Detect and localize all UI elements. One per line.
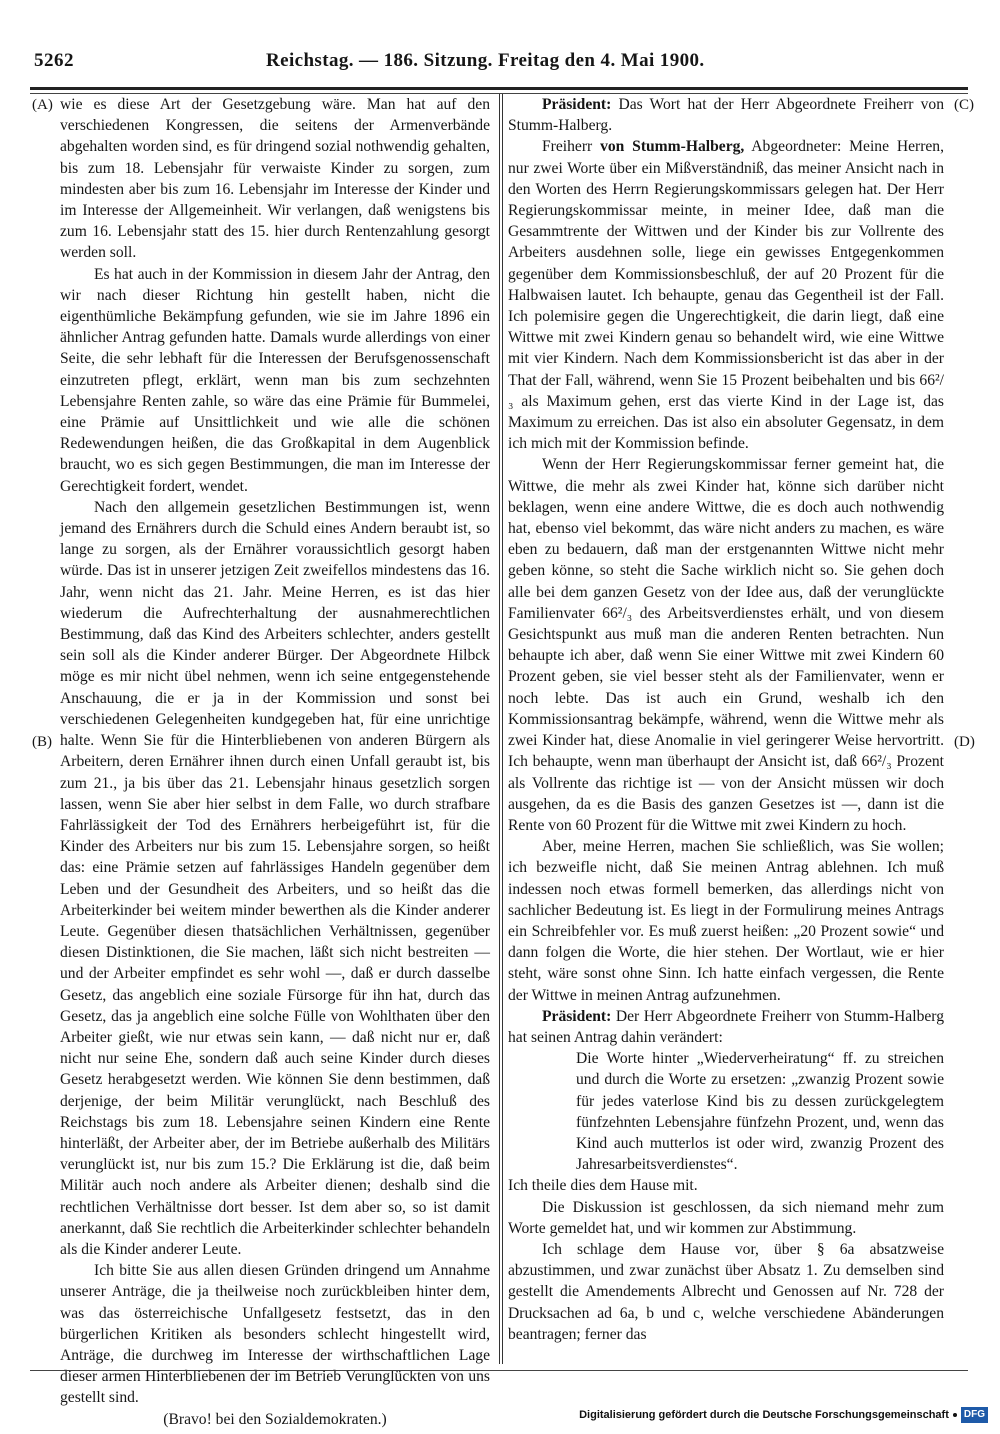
margin-mark-d: (D) <box>954 734 975 750</box>
paragraph: Ich bitte Sie aus allen diesen Gründen dringend um Annahme unserer Anträge, die ja theilweise noch zurückbleiben hinter dem, was das österreichische Unfallgesetz festsetzt, das in den bürgerlichen Kritiken als besonders schlecht hingestellt wird, Anträge, die durchweg im Interesse der wirthschaftlichen Lage dieser armen Hinterbliebenen der im Betrieb Verunglückten von uns gestellt sind. <box>60 1262 490 1407</box>
margin-mark-b: (B) <box>32 734 52 750</box>
speech-text: Abgeordneter: Meine Herren, nur zwei Worte über ein Mißverständniß, das meiner Ansicht nach in den Worten des Herrn Regierungskommissars gelegen hat. Der Herr Regierungskommissar meinte, in meiner Idee, daß man die Gesammtrente der Wittwen und der Kinder bis zur Vollrente des Arbeiters ausdehnen solle, liege ein gewisses Entgegenkommen gegenüber dem Kommissionsbeschluß, der auf 20 Prozent für die Halbwaisen lautet. Ich behaupte, genau das Gegentheil ist der Fall. Ich polemisire gegen die Ungerechtigkeit, die darin liegt, daß eine Wittwe mit zwei Kindern genau so behandelt wird, wie eine Wittwe mit vier Kindern. Nach dem Kommissionsbericht ist das aber in der That der Fall, während, wenn Sie 15 Prozent beibehalten und bis 66²/₃ als Maximum gehen, erst das vierte Kind in der Lage ist, das Maximum zu erreichen. Das ist also ein absoluter Gegensatz, in dem ich mich mit der Kommission befinde. <box>508 138 945 453</box>
speech-text: Der Herr Abgeordnete Freiherr von Stumm-Halberg hat seinen Antrag dahin verändert: <box>508 1007 944 1046</box>
paragraph: Ich schlage dem Hause vor, über § 6a absatzweise abzustimmen, und zwar zunächst über Absatz 1. Zu demselben sind gestellt die Amendements Albrecht und Genossen auf Nr. 728 der Drucksachen ad 6a, b und c, welche verschiedene Abänderungen beantragen; ferner das <box>508 1240 944 1343</box>
paragraph <box>508 136 944 454</box>
paragraph: Wenn der Herr Regierungskommissar ferner gemeint hat, die Wittwe, die mehr als zwei Kinder hat, könne sich darüber nicht beklagen, wenn eine andere Wittwe, die es doch auch nothwendig hat, ebenso viel bekommt, das wäre nicht anders zu machen, es wäre eben zu bedauern, daß man der erstgenannten Wittwe nicht mehr geben könne, so steht die Sache wirklich nicht so. Sie gehen doch alle bei dem ganzen Gesetz von der Idee aus, daß der verunglückte Familienvater 66²/₃ des Arbeitsverdienstes erhält, und von diesem Gesichtspunkt aus muß man die anderen Renten betrachten. Nun behaupte ich aber, daß wenn Sie einer Wittwe mit zwei Kindern 60 Prozent geben, sie viel besser steht als der Familienvater, wenn er noch lebte. Das ist auch ein Grund, weshalb ich den Kommissionsantrag bekämpfe, während, wenn die Wittwe mehr als zwei Kinder hat, diese Anomalie in viel geringerer Weise hervortritt. Ich behaupte, wenn man überhaupt der Ansicht ist, daß 66²/₃ Prozent als Vollrente das richtige ist — von der Ansicht müssen wir doch ausgehen, da es die Basis des ganzen Gesetzes ist —, dann ist die Rente von 60 Prozent für die Wittwe mit zwei Kindern zu hoch. <box>508 456 944 834</box>
separator-dot <box>953 1413 957 1417</box>
bottom-rule <box>30 1370 968 1371</box>
speaker-name: Präsident: <box>542 1007 612 1025</box>
paragraph: Ich theile dies dem Hause mit. <box>508 1177 698 1195</box>
speech-text: Das Wort hat der Herr Abgeordnete Freiherr von Stumm-Halberg. <box>508 96 944 135</box>
paragraph <box>508 94 944 136</box>
page-number: 5262 <box>34 50 74 71</box>
margin-mark-c: (C) <box>954 97 974 113</box>
page-header <box>30 44 968 74</box>
running-head: Reichstag. — 186. Sitzung. Freitag den 4. Mai 1900. <box>266 50 705 71</box>
digitization-credit <box>579 1405 988 1425</box>
paragraph: Nach den allgemein gesetzlichen Bestimmungen ist, wenn jemand des Ernährers durch die Schuld eines Andern beraubt ist, so lange zu sorgen, als der Ernährer voraussichtlich gesorgt haben würde. Das ist in unserer jetzigen Zeit zweifellos mindestens das 16. Jahr, wenn nicht das 21. Jahr. Meine Herren, es ist das hier wiederum die Aufrechterhaltung der ausnahmerechtlichen Bestimmung, daß das Kind des Arbeiters schlechter, anders gestellt sein soll als die Kinder anderer Bürger. Der Abgeordnete Hilbck möge es mir nicht übel nehmen, wenn ich seine entgegenstehende Anschauung, die er ja in der Kommission und sonst bei verschiedenen Gelegenheiten kundgegeben hat, für eine unrichtige halte. Wenn Sie für die Hinterbliebenen von anderen Bürgern als Arbeitern, deren Ernährer ihnen durch einen Unfall geraubt ist, bis zum 21., ja bis über das 21. Lebensjahr hinaus gesetzlich sorgen lassen, wenn Sie aber hier selbst in dem Falle, wo durch strafbare Fahrlässigkeit der Tod des Ernährers herbeigeführt ist, für die Kinder des Arbeiters nur bis zum 15. Lebensjahre sorgen, so heißt das: eine Prämie setzen auf fahrlässiges Handeln gegenüber dem Leben und der Gesundheit des Arbeiters, und so heißt das die Arbeiterkinder bei weitem minder bewerthen als die Kinder anderer Leute. Gegenüber diesen thatsächlichen Verhältnissen, gegenüber diesen Distinktionen, die Sie machen, läßt sich nicht bestreiten — und der Arbeiter empfindet es sehr wohl —, daß er durch dasselbe Gesetz, das angeblich eine soziale Fürsorge für ihn hat, durch das Gesetz, das ja angeblich eine solche Fülle von Wohlthaten über den Arbeiter gießt, wie nur etwas sein kann, — daß nicht nur er, daß nicht nur seine Ehe, sondern daß auch seine Kinder durch dieses Gesetz herabgesetzt werden. Wie können Sie denn bestimmen, daß derjenige, der beim Militär verunglückt, nach Beschluß des Reichstags bis zum 18. Lebensjahre seinen Kindern eine Rente hinterläßt, der Arbeiter aber, der im Betriebe außerhalb des Militärs verunglückt ist, nur bis zum 15.? Die Erklärung ist die, daß beim Militär auch noch andere als Arbeiter dienen; deshalb sind die rechtlichen Verhältnisse dort besser. Ist dem aber so, so ist damit anerkannt, daß Sie rechtlich die Arbeiterkinder schlechter behandeln als die Kinder anderer Leute. <box>60 498 490 1258</box>
left-column <box>60 94 490 1428</box>
dfg-logo: DFG <box>961 1407 988 1423</box>
applause-note: (Bravo! bei den Sozialdemokraten.) <box>163 1410 387 1428</box>
amendment-quote: Die Worte hinter „Wiederverheiratung“ ff. zu streichen und durch die Worte zu ersetzen: „zwanzig Prozent sowie für jedes vaterlose Kind bis zu dessen zurückgelegtem fünfzehnten Lebensjahre fünfzehn Prozent, und, wenn das Kind auch mutterlos ist oder wird, zwanzig Prozent des Jahresarbeitsverdienstes“. <box>576 1050 944 1174</box>
paragraph: wie es diese Art der Gesetzgebung wäre. Man hat auf den verschiedenen Kongressen, die seitens der Armenverbände abgehalten worden sind, es für dringend sozial nothwendig gehalten, bis zum 18. Lebensjahr für verwaiste Kinder zu sorgen, zum mindesten aber bis zum 16. Lebensjahr im Interesse der Kinder und im Interesse der Allgemeinheit. Wir verlangen, daß wenigstens bis zum 16. Lebensjahr statt des 15. hier durch Rentenzahlung gesorgt werden soll. <box>60 96 490 262</box>
paragraph: Aber, meine Herren, machen Sie schließlich, was Sie wollen; ich bezweifle nicht, daß Sie meinen Antrag ablehnen. Ich muß indessen noch etwas formell bemerken, das allerdings nicht von sachlicher Bedeutung ist. Es liegt in der Formulirung meines Antrags ein Schreibfehler vor. Es muß zuerst heißen: „20 Prozent sowie“ und dann folgen die Worte, die hier stehen. Der Wortlaut, wie er hier steht, wäre sonst ohne Sinn. Ich hatte einfach vergessen, die Rente der Wittwe in meinen Antrag aufzunehmen. <box>508 838 944 1004</box>
speaker-title: Freiherr <box>542 138 593 156</box>
paragraph: Die Diskussion ist geschlossen, da sich niemand mehr zum Worte gemeldet hat, und wir kommen zur Abstimmung. <box>508 1198 944 1237</box>
column-divider <box>499 94 503 1364</box>
right-column <box>508 94 944 1366</box>
header-rule <box>30 87 968 94</box>
margin-mark-a: (A) <box>32 97 53 113</box>
paragraph: Es hat auch in der Kommission in diesem Jahr der Antrag, den wir nach dieser Richtung hin gestellt haben, nicht die eigenthümliche Bekämpfung gefunden, wie sie im Jahre 1896 ein ähnlicher Antrag gefunden hatte. Damals wurde allerdings von einer Seite, die sehr lebhaft für die Interessen der Berufsgenossenschaft einzutreten pflegt, erklärt, wenn man bis zum sechzehnten Lebensjahre Renten zahle, so wäre das eine Prämie für Bummelei, eine Prämie auf Unsittlichkeit und wie alle die schönen Redewendungen heißen, die das Großkapital in dem Augenblick braucht, wo es sich gegen Bestimmungen, die man im Interesse der Gerechtigkeit fordert, wendet. <box>60 265 490 495</box>
speaker-name: von Stumm-Halberg, <box>600 138 745 156</box>
speaker-name: Präsident: <box>542 96 612 113</box>
paragraph <box>508 1006 944 1048</box>
credit-text: Digitalisierung gefördert durch die Deutsche Forschungsgemeinschaft <box>579 1409 949 1421</box>
